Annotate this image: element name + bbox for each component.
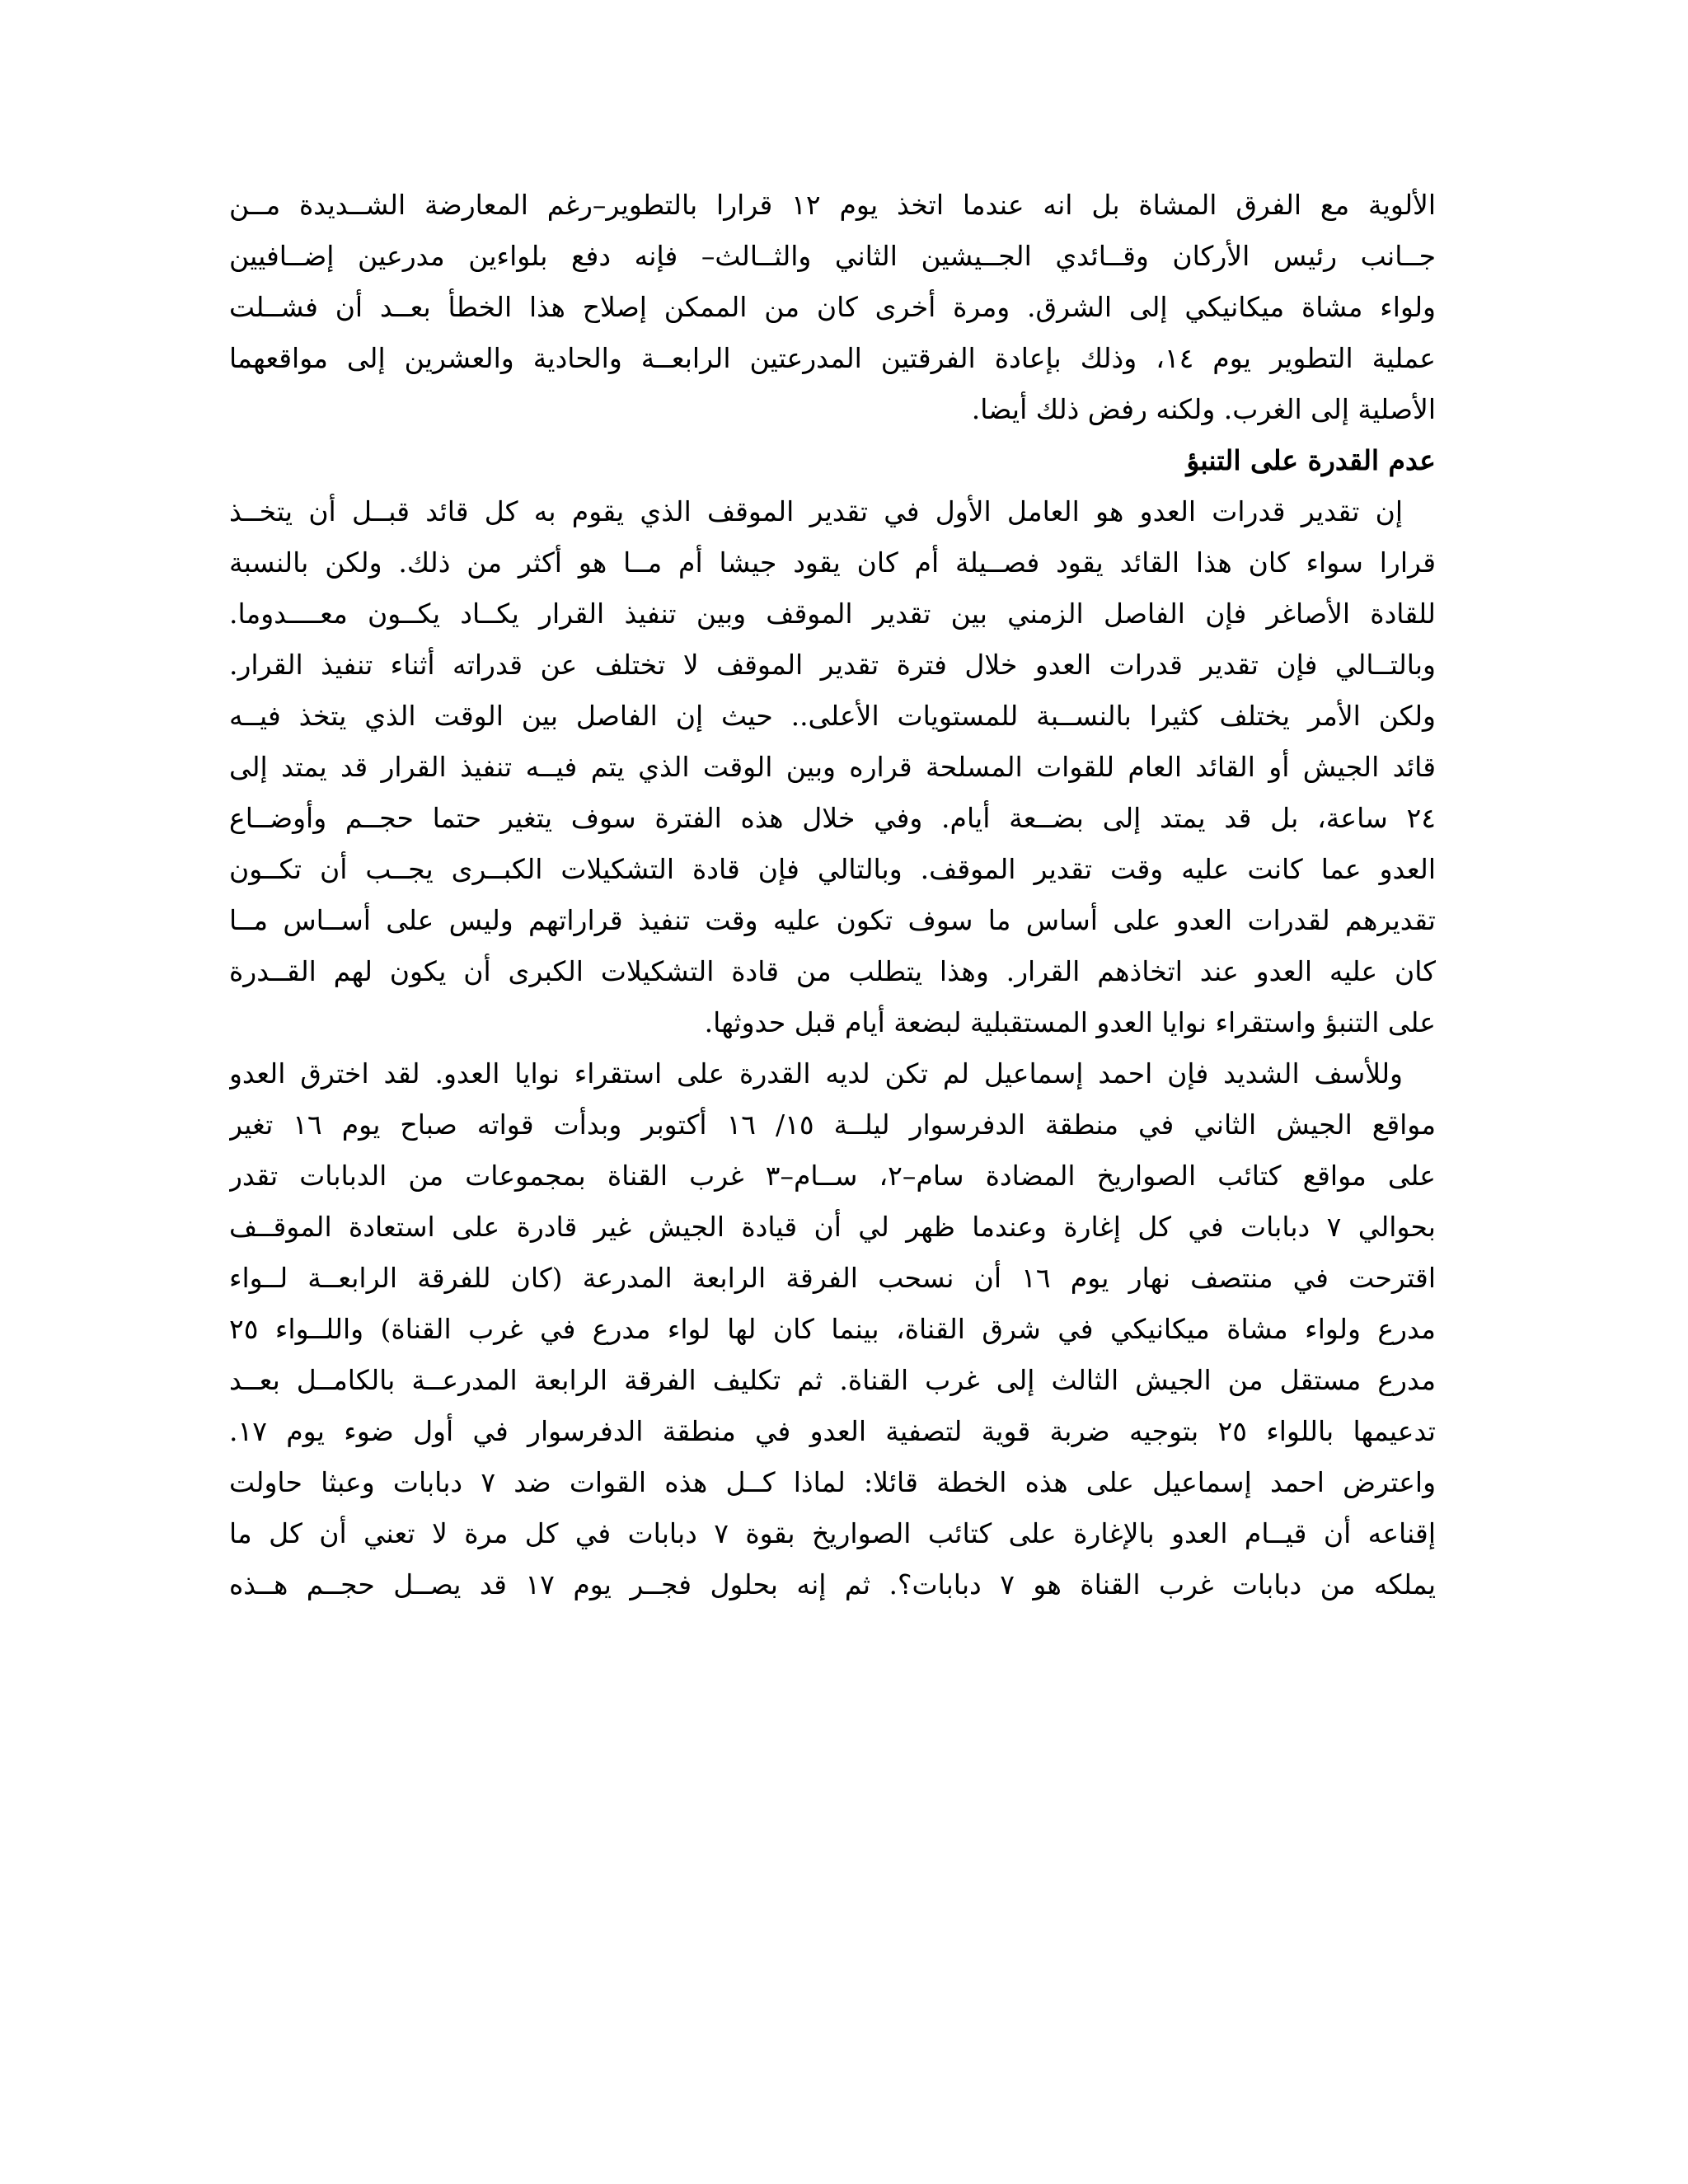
body-text [229, 180, 1436, 1610]
section-heading: عدم القدرة على التنبؤ [1186, 444, 1436, 476]
text-line: مدرع مستقل من الجيش الثالث إلى غرب القناة. ثم تكليف الفرقة الرابعة المدرعــة بالكامــل بعــد [229, 1364, 1436, 1396]
text-line: على مواقع كتائب الصواريخ المضادة سام–٢، ســام–٣ غرب القناة بمجموعات من الدبابات تقدر [229, 1160, 1436, 1192]
text-line: بحوالي ٧ دبابات في كل إغارة وعندما ظهر لي أن قيادة الجيش غير قادرة على استعادة الموقــف [229, 1211, 1436, 1243]
text-line: عملية التطوير يوم ١٤، وذلك بإعادة الفرقتين المدرعتين الرابعــة والحادية والعشرين إلى مواقعهما [229, 342, 1436, 374]
text-line: ولواء مشاة ميكانيكي إلى الشرق. ومرة أخرى كان من الممكن إصلاح هذا الخطأ بعــد أن فشــلت [229, 291, 1436, 323]
text-line: اقترحت في منتصف نهار يوم ١٦ أن نسحب الفرقة الرابعة المدرعة (كان للفرقة الرابعــة لــواء [229, 1262, 1436, 1294]
text-line: ٢٤ ساعة، بل قد يمتد إلى بضــعة أيام. وفي خلال هذه الفترة سوف يتغير حتما حجــم وأوضــاع [229, 802, 1436, 834]
text-line: كان عليه العدو عند اتخاذهم القرار. وهذا يتطلب من قادة التشكيلات الكبرى أن يكون لهم القــدرة [229, 955, 1436, 987]
text-line: مواقع الجيش الثاني في منطقة الدفرسوار ليلــة ١٥/ ١٦ أكتوبر وبدأت قواته صباح يوم ١٦ تغير [229, 1108, 1436, 1141]
text-line: تدعيمها باللواء ٢٥ بتوجيه ضربة قوية لتصفية العدو في منطقة الدفرسوار في أول ضوء يوم ١٧. [229, 1415, 1436, 1447]
text-line: مدرع ولواء مشاة ميكانيكي في شرق القناة، بينما كان لها لواء مدرع في غرب القناة) واللــواء ٢٥ [229, 1313, 1436, 1345]
text-line: الألوية مع الفرق المشاة بل انه عندما اتخذ يوم ١٢ قرارا بالتطوير–رغم المعارضة الشــديدة مــن [229, 189, 1436, 221]
text-line: إن تقدير قدرات العدو هو العامل الأول في تقدير الموقف الذي يقوم به كل قائد قبــل أن يتخــذ [229, 495, 1403, 527]
text-line: جــانب رئيس الأركان وقــائدي الجــيشين الثاني والثــالث– فإنه دفع بلواءين مدرعين إضــافيين [229, 240, 1436, 272]
text-line: وللأسف الشديد فإن احمد إسماعيل لم تكن لديه القدرة على استقراء نوايا العدو. لقد اخترق العدو [229, 1057, 1403, 1090]
text-line: يملكه من دبابات غرب القناة هو ٧ دبابات؟. ثم إنه بحلول فجــر يوم ١٧ قد يصــل حجــم هــذه [229, 1568, 1436, 1601]
text-line: العدو عما كانت عليه وقت تقدير الموقف. وبالتالي فإن قادة التشكيلات الكبــرى يجــب أن تكــون [229, 853, 1436, 885]
text-line: تقديرهم لقدرات العدو على أساس ما سوف تكون عليه وقت تنفيذ قراراتهم وليس على أســاس مــا [229, 904, 1436, 936]
text-line: واعترض احمد إسماعيل على هذه الخطة قائلا: لماذا كــل هذه القوات ضد ٧ دبابات وعبثا حاولت [229, 1466, 1436, 1498]
text-line: وبالتــالي فإن تقدير قدرات العدو خلال فترة تقدير الموقف لا تختلف عن قدراته أثناء تنفيذ القرار. [229, 649, 1436, 681]
text-line: قائد الجيش أو القائد العام للقوات المسلحة قراره وبين الوقت الذي يتم فيــه تنفيذ القرار قد يمتد إلى [229, 751, 1436, 783]
text-line: إقناعه أن قيــام العدو بالإغارة على كتائب الصواريخ بقوة ٧ دبابات في كل مرة لا تعني أن كل ما [229, 1517, 1436, 1549]
text-line: قرارا سواء كان هذا القائد يقود فصــيلة أم كان يقود جيشا أم مــا هو أكثر من ذلك. ولكن بالنسبة [229, 546, 1436, 579]
text-line: ولكن الأمر يختلف كثيرا بالنســبة للمستويات الأعلى.. حيث إن الفاصل بين الوقت الذي يتخذ فيــه [229, 700, 1436, 732]
text-line: للقادة الأصاغر فإن الفاصل الزمني بين تقدير الموقف وبين تنفيذ القرار يكــاد يكــون معــــدوما. [229, 598, 1436, 630]
text-line: الأصلية إلى الغرب. ولكنه رفض ذلك أيضا. [971, 393, 1436, 425]
text-line: على التنبؤ واستقراء نوايا العدو المستقبلية لبضعة أيام قبل حدوثها. [704, 1006, 1436, 1038]
